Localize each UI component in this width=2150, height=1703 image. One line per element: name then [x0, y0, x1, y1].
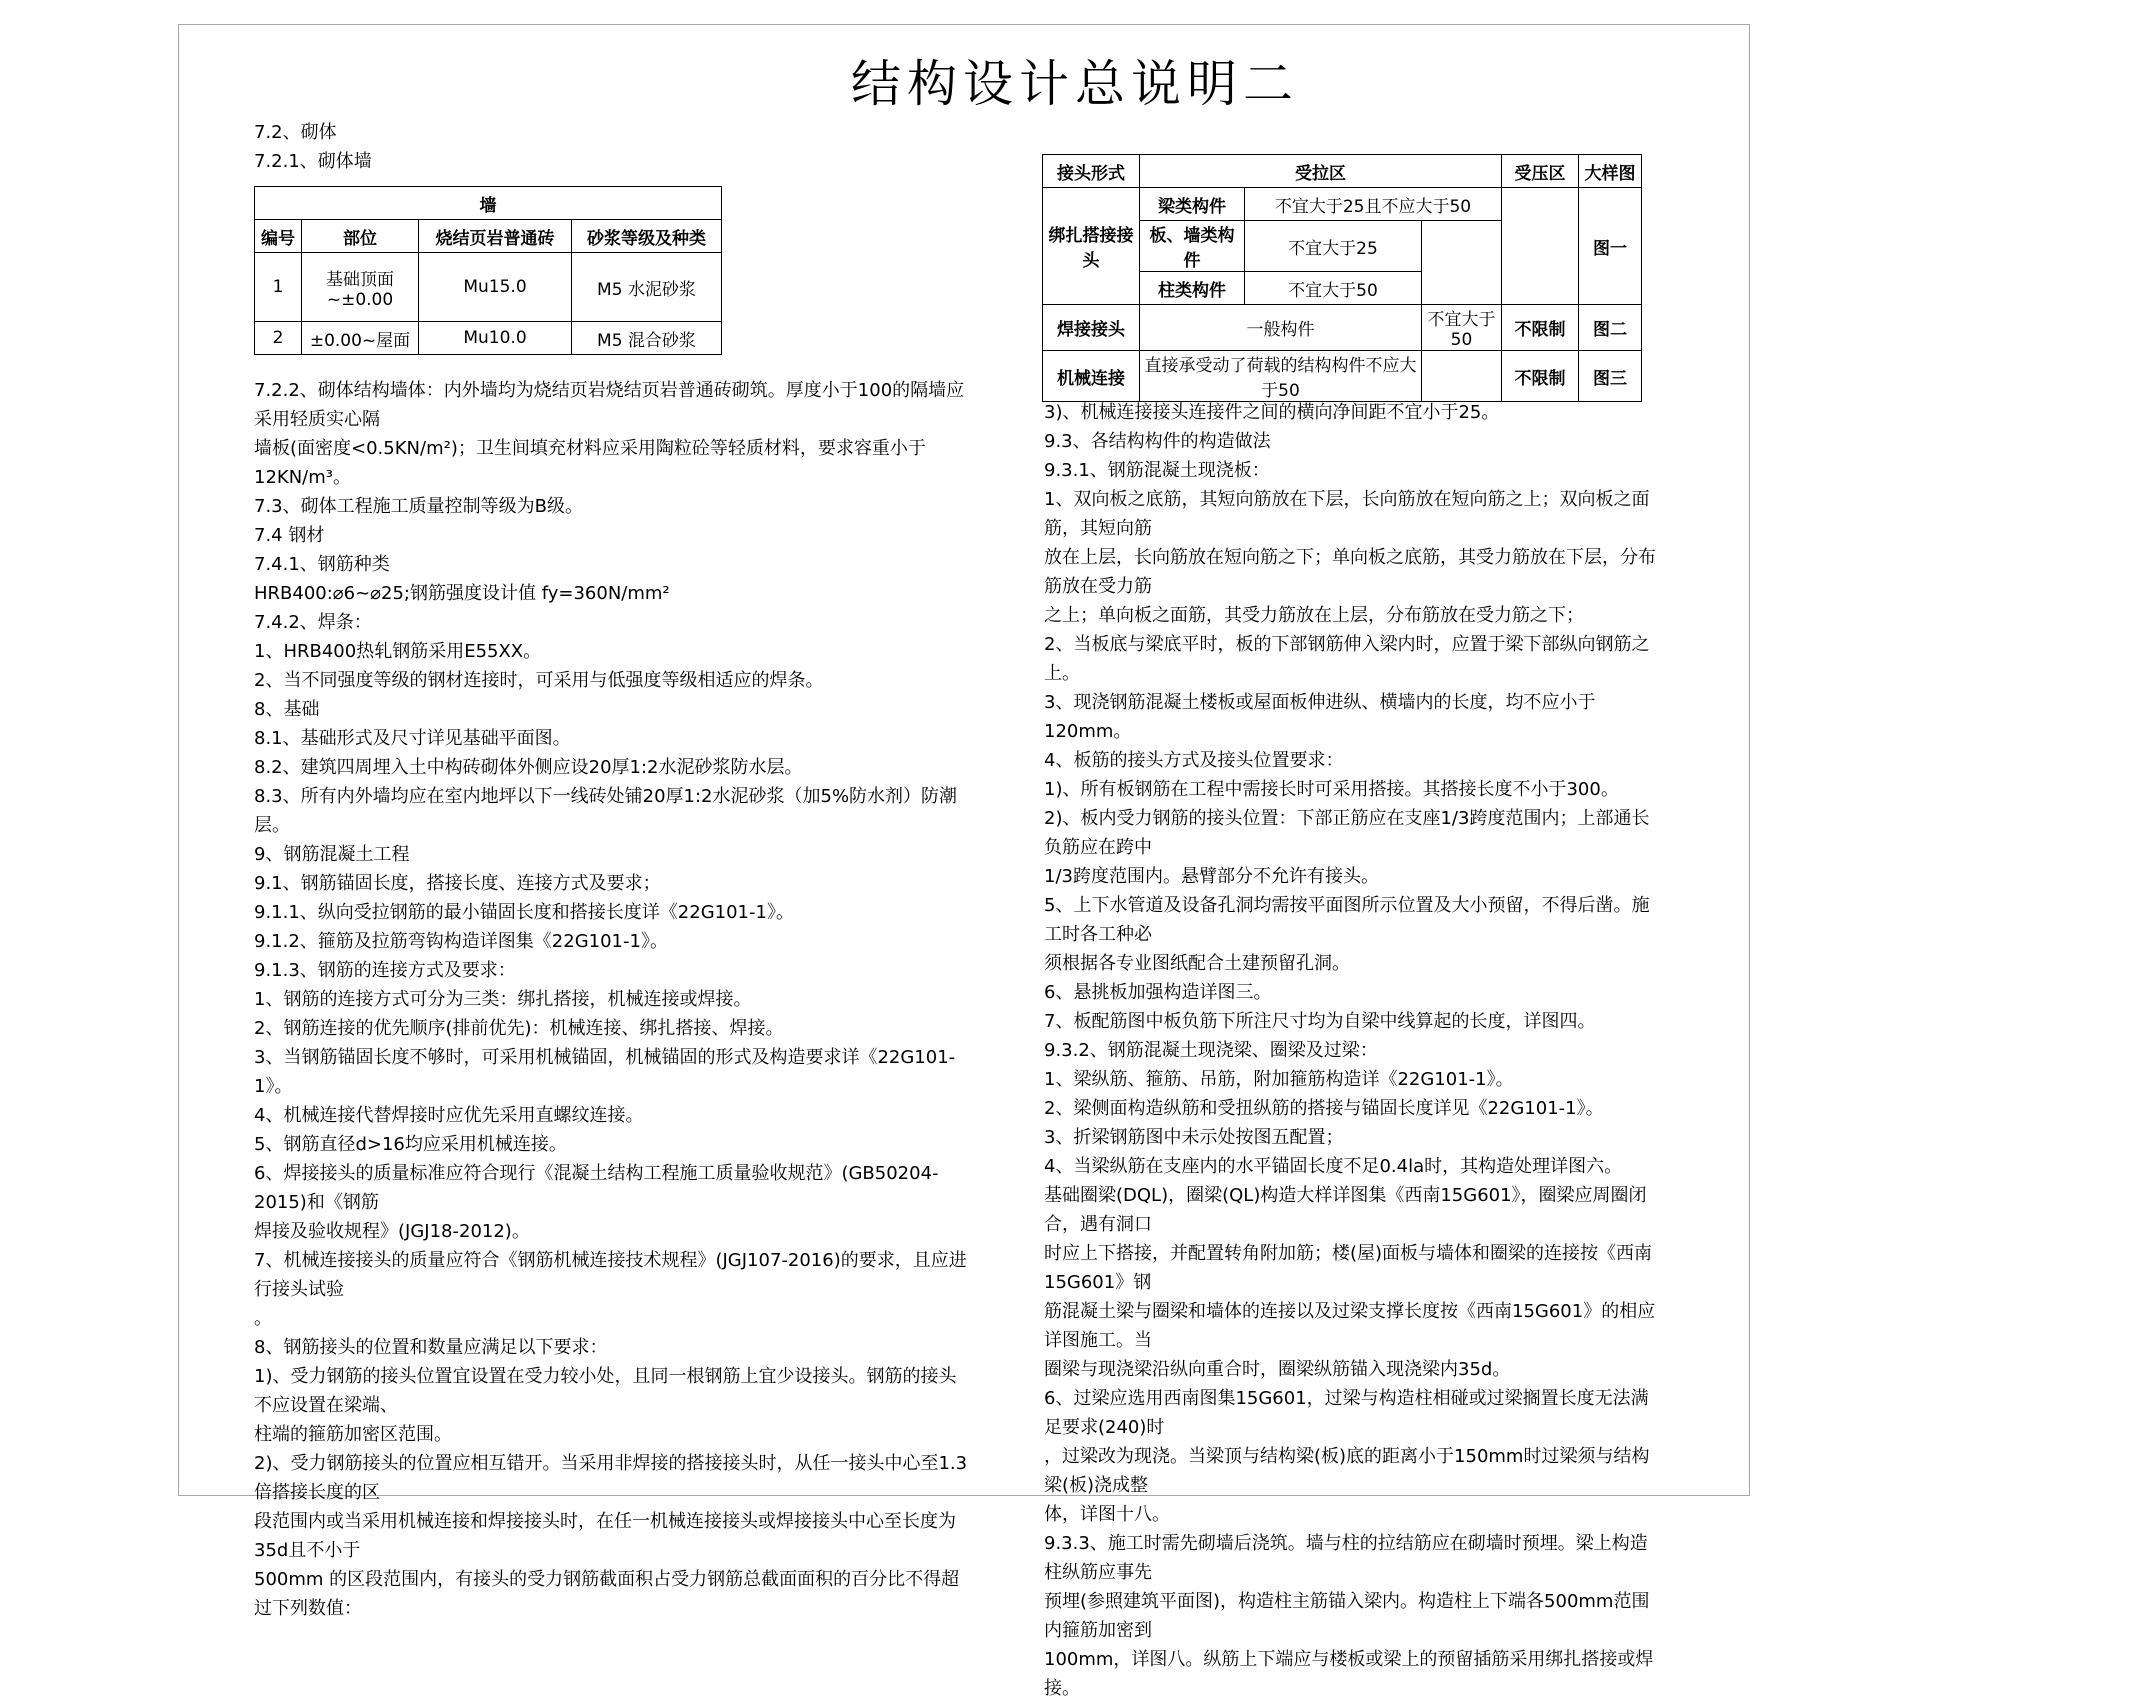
table-cell [1422, 221, 1502, 305]
table-caption: 墙 [255, 187, 722, 220]
text-line: 体，详图十八。 [1044, 1504, 1170, 1525]
table-row [1043, 351, 1642, 402]
text-line: 500mm 的区段范围内，有接头的受力钢筋截面积占受力钢筋总截面面积的百分比不得超过下列数值： [254, 1569, 960, 1619]
text-line: 7.2.2、砌体结构墙体：内外墙均为烧结页岩烧结页岩普通砖砌筑。厚度小于100的隔墙应采用轻质实心隔 [254, 380, 965, 430]
text-line: 7.3、砌体工程施工质量控制等级为B级。 [254, 496, 583, 517]
text-line: 2、钢筋连接的优先顺序(排前优先)：机械连接、绑扎搭接、焊接。 [254, 1018, 784, 1039]
table-cell: 机械连接 [1043, 351, 1140, 402]
table-cell: M5 混合砂浆 [572, 322, 722, 355]
text-line: 焊接及验收规程》(JGJ18-2012)。 [254, 1221, 530, 1242]
table-cell: 一般构件 [1140, 305, 1422, 351]
text-line: 时应上下搭接，并配置转角附加筋；楼(屋)面板与墙体和圈梁的连接按《西南15G601》钢 [1044, 1243, 1653, 1293]
wall-material-table [254, 186, 722, 355]
joint-requirement-table [1042, 154, 1642, 402]
text-line: ，过梁改为现浇。当梁顶与结构梁(板)底的距离小于150mm时过梁须与结构梁(板)浇成整 [1044, 1446, 1650, 1496]
table-header: 受拉区 [1140, 155, 1502, 188]
text-line: 9.1.2、箍筋及拉筋弯钩构造详图集《22G101-1》。 [254, 931, 668, 952]
table-row [1043, 188, 1642, 221]
text-line: 8、基础 [254, 699, 320, 720]
text-line: 9.3、各结构构件的构造做法 [1044, 431, 1271, 452]
table-cell: M5 水泥砂浆 [572, 253, 722, 322]
table-row [255, 253, 722, 322]
table-cell: ±0.00~屋面 [302, 322, 419, 355]
text-line: 3、现浇钢筋混凝土楼板或屋面板伸进纵、横墙内的长度，均不应小于120mm。 [1044, 692, 1596, 742]
table-header: 砂浆等级及种类 [572, 220, 722, 253]
text-line: 9.1.3、钢筋的连接方式及要求： [254, 960, 516, 981]
text-line: 段范围内或当采用机械连接和焊接接头时，在任一机械连接接头或焊接接头中心至长度为35d且不小于 [254, 1511, 956, 1561]
table-header: 烧结页岩普通砖 [419, 220, 572, 253]
table-header: 受压区 [1502, 155, 1579, 188]
text-line: 须根据各专业图纸配合土建预留孔洞。 [1044, 953, 1350, 974]
text-line: 3)、机械连接接头连接件之间的横向净间距不宜小于25。 [1044, 402, 1500, 423]
table-header: 编号 [255, 220, 302, 253]
text-line: 1、HRB400热轧钢筋采用E55XX。 [254, 641, 542, 662]
text-line: 4、当梁纵筋在支座内的水平锚固长度不足0.4la时，其构造处理详图六。 [1044, 1156, 1623, 1177]
table-header: 部位 [302, 220, 419, 253]
table-cell: 直接承受动了荷载的结构构件不应大于50 [1140, 351, 1422, 402]
text-line: 2、梁侧面构造纵筋和受扭纵筋的搭接与锚固长度详见《22G101-1》。 [1044, 1098, 1604, 1119]
table-cell: Mu10.0 [419, 322, 572, 355]
text-line: 6、过梁应选用西南图集15G601，过梁与构造柱相碰或过梁搁置长度无法满足要求(240)时 [1044, 1388, 1649, 1438]
table-cell: 不宜大于25且不应大于50 [1245, 188, 1502, 221]
text-line: 1/3跨度范围内。悬臂部分不允许有接头。 [1044, 866, 1379, 887]
text-line: 基础圈梁(DQL)，圈梁(QL)构造大样详图集《西南15G601》，圈梁应周圈闭合，遇有洞口 [1044, 1185, 1647, 1235]
text-line: HRB400:⌀6~⌀25;钢筋强度设计值 fy=360N/mm² [254, 583, 670, 604]
text-line: 墙板(面密度<0.5KN/m²)；卫生间填充材料应采用陶粒砼等轻质材料，要求容重小于12KN/m³。 [254, 438, 926, 488]
text-line: 9.1.1、纵向受拉钢筋的最小锚固长度和搭接长度详《22G101-1》。 [254, 902, 794, 923]
table-cell: 不限制 [1502, 351, 1579, 402]
text-line: 7、板配筋图中板负筋下所注尺寸均为自梁中线算起的长度，详图四。 [1044, 1011, 1596, 1032]
text-line: 3、折梁钢筋图中未示处按图五配置； [1044, 1127, 1344, 1148]
left-heading-block [254, 118, 954, 176]
text-line: 9.1、钢筋锚固长度，搭接长度、连接方式及要求； [254, 873, 661, 894]
text-line: 8、钢筋接头的位置和数量应满足以下要求： [254, 1337, 608, 1358]
text-line: 预埋(参照建筑平面图)，构造柱主筋锚入梁内。构造柱上下端各500mm范围内箍筋加密到 [1044, 1591, 1650, 1641]
text-line: 7.4.1、钢筋种类 [254, 554, 390, 575]
section-heading: 7.2.1、砌体墙 [254, 151, 372, 172]
text-line: 放在上层，长向筋放在短向筋之下；单向板之底筋，其受力筋放在下层，分布筋放在受力筋 [1044, 547, 1656, 597]
text-line: 5、钢筋直径d>16均应采用机械连接。 [254, 1134, 567, 1155]
text-line: 3、当钢筋锚固长度不够时，可采用机械锚固，机械锚固的形式及构造要求详《22G101-1》。 [254, 1047, 956, 1097]
text-line: 7、机械连接接头的质量应符合《钢筋机械连接技术规程》(JGJ107-2016)的要求，且应进行接头试验 [254, 1250, 967, 1300]
text-line: 2、当不同强度等级的钢材连接时，可采用与低强度等级相适应的焊条。 [254, 670, 824, 691]
table-cell: 1 [255, 253, 302, 322]
table-cell: 梁类构件 [1140, 188, 1245, 221]
left-text-column [254, 376, 974, 1623]
text-line: 9.3.2、钢筋混凝土现浇梁、圈梁及过梁： [1044, 1040, 1378, 1061]
table-cell: 不宜大于25 [1245, 221, 1422, 272]
text-line: 1、钢筋的连接方式可分为三类：绑扎搭接，机械连接或焊接。 [254, 989, 752, 1010]
table-cell [1422, 351, 1502, 402]
table-cell: 不宜大于50 [1422, 305, 1502, 351]
table-cell: 图三 [1579, 351, 1642, 402]
text-line: 4、机械连接代替焊接时应优先采用直螺纹连接。 [254, 1105, 644, 1126]
text-line: 8.3、所有内外墙均应在室内地坪以下一线砖处铺20厚1:2水泥砂浆（加5%防水剂）防潮层。 [254, 786, 958, 836]
table-cell: 基础顶面~±0.00 [302, 253, 419, 322]
table-cell: 板、墙类构件 [1140, 221, 1245, 272]
text-line: 2)、板内受力钢筋的接头位置：下部正筋应在支座1/3跨度范围内；上部通长负筋应在跨中 [1044, 808, 1650, 858]
text-line: 100mm，详图八。纵筋上下端应与楼板或梁上的预留插筋采用绑扎搭接或焊接。 [1044, 1649, 1654, 1699]
table-cell: 柱类构件 [1140, 272, 1245, 305]
table-row [1043, 305, 1642, 351]
text-line: 筋混凝土梁与圈梁和墙体的连接以及过梁支撑长度按《西南15G601》的相应详图施工。当 [1044, 1301, 1656, 1351]
table-cell: 焊接接头 [1043, 305, 1140, 351]
text-line: 柱端的箍筋加密区范围。 [254, 1424, 452, 1445]
text-line: 之上；单向板之面筋，其受力筋放在上层，分布筋放在受力筋之下； [1044, 605, 1584, 626]
text-line: 4、板筋的接头方式及接头位置要求： [1044, 750, 1344, 771]
section-heading: 7.2、砌体 [254, 122, 337, 143]
table-cell: 不限制 [1502, 305, 1579, 351]
right-text-column [1044, 398, 1664, 1703]
text-line: 1、双向板之底筋，其短向筋放在下层，长向筋放在短向筋之上；双向板之面筋，其短向筋 [1044, 489, 1650, 539]
text-line: 。 [254, 1308, 272, 1329]
text-line: 圈梁与现浇梁沿纵向重合时，圈梁纵筋锚入现浇梁内35d。 [1044, 1359, 1511, 1380]
table-cell: 图一 [1579, 188, 1642, 305]
table-cell: 2 [255, 322, 302, 355]
table-cell: 绑扎搭接接头 [1043, 188, 1140, 305]
text-line: 2、当板底与梁底平时，板的下部钢筋伸入梁内时，应置于梁下部纵向钢筋之上。 [1044, 634, 1650, 684]
text-line: 7.4 钢材 [254, 525, 325, 546]
text-line: 1)、所有板钢筋在工程中需接长时可采用搭接。其搭接长度不小于300。 [1044, 779, 1619, 800]
table-cell: 不宜大于50 [1245, 272, 1422, 305]
page-title: 结构设计总说明二 [851, 55, 1299, 113]
text-line: 6、焊接接头的质量标准应符合现行《混凝土结构工程施工质量验收规范》(GB50204-2015)和《钢筋 [254, 1163, 939, 1213]
text-line: 7.4.2、焊条： [254, 612, 372, 633]
table-header: 大样图 [1579, 155, 1642, 188]
text-line: 1)、受力钢筋的接头位置宜设置在受力较小处，且同一根钢筋上宜少设接头。钢筋的接头不应设置在梁端、 [254, 1366, 957, 1416]
text-line: 5、上下水管道及设备孔洞均需按平面图所示位置及大小预留，不得后凿。施工时各工种必 [1044, 895, 1650, 945]
text-line: 8.1、基础形式及尺寸详见基础平面图。 [254, 728, 571, 749]
table-cell [1502, 188, 1579, 305]
text-line: 9.3.1、钢筋混凝土现浇板： [1044, 460, 1270, 481]
text-line: 6、悬挑板加强构造详图三。 [1044, 982, 1272, 1003]
table-header: 接头形式 [1043, 155, 1140, 188]
text-line: 2)、受力钢筋接头的位置应相互错开。当采用非焊接的搭接接头时，从任一接头中心至1.3倍搭接长度的区 [254, 1453, 968, 1503]
table-cell: 图二 [1579, 305, 1642, 351]
table-cell: Mu15.0 [419, 253, 572, 322]
text-line: 9、钢筋混凝土工程 [254, 844, 410, 865]
text-line: 1、梁纵筋、箍筋、吊筋，附加箍筋构造详《22G101-1》。 [1044, 1069, 1514, 1090]
text-line: 9.3.3、施工时需先砌墙后浇筑。墙与柱的拉结筋应在砌墙时预埋。梁上构造柱纵筋应事先 [1044, 1533, 1648, 1583]
text-line: 8.2、建筑四周埋入土中构砖砌体外侧应设20厚1:2水泥砂浆防水层。 [254, 757, 803, 778]
table-row [255, 322, 722, 355]
